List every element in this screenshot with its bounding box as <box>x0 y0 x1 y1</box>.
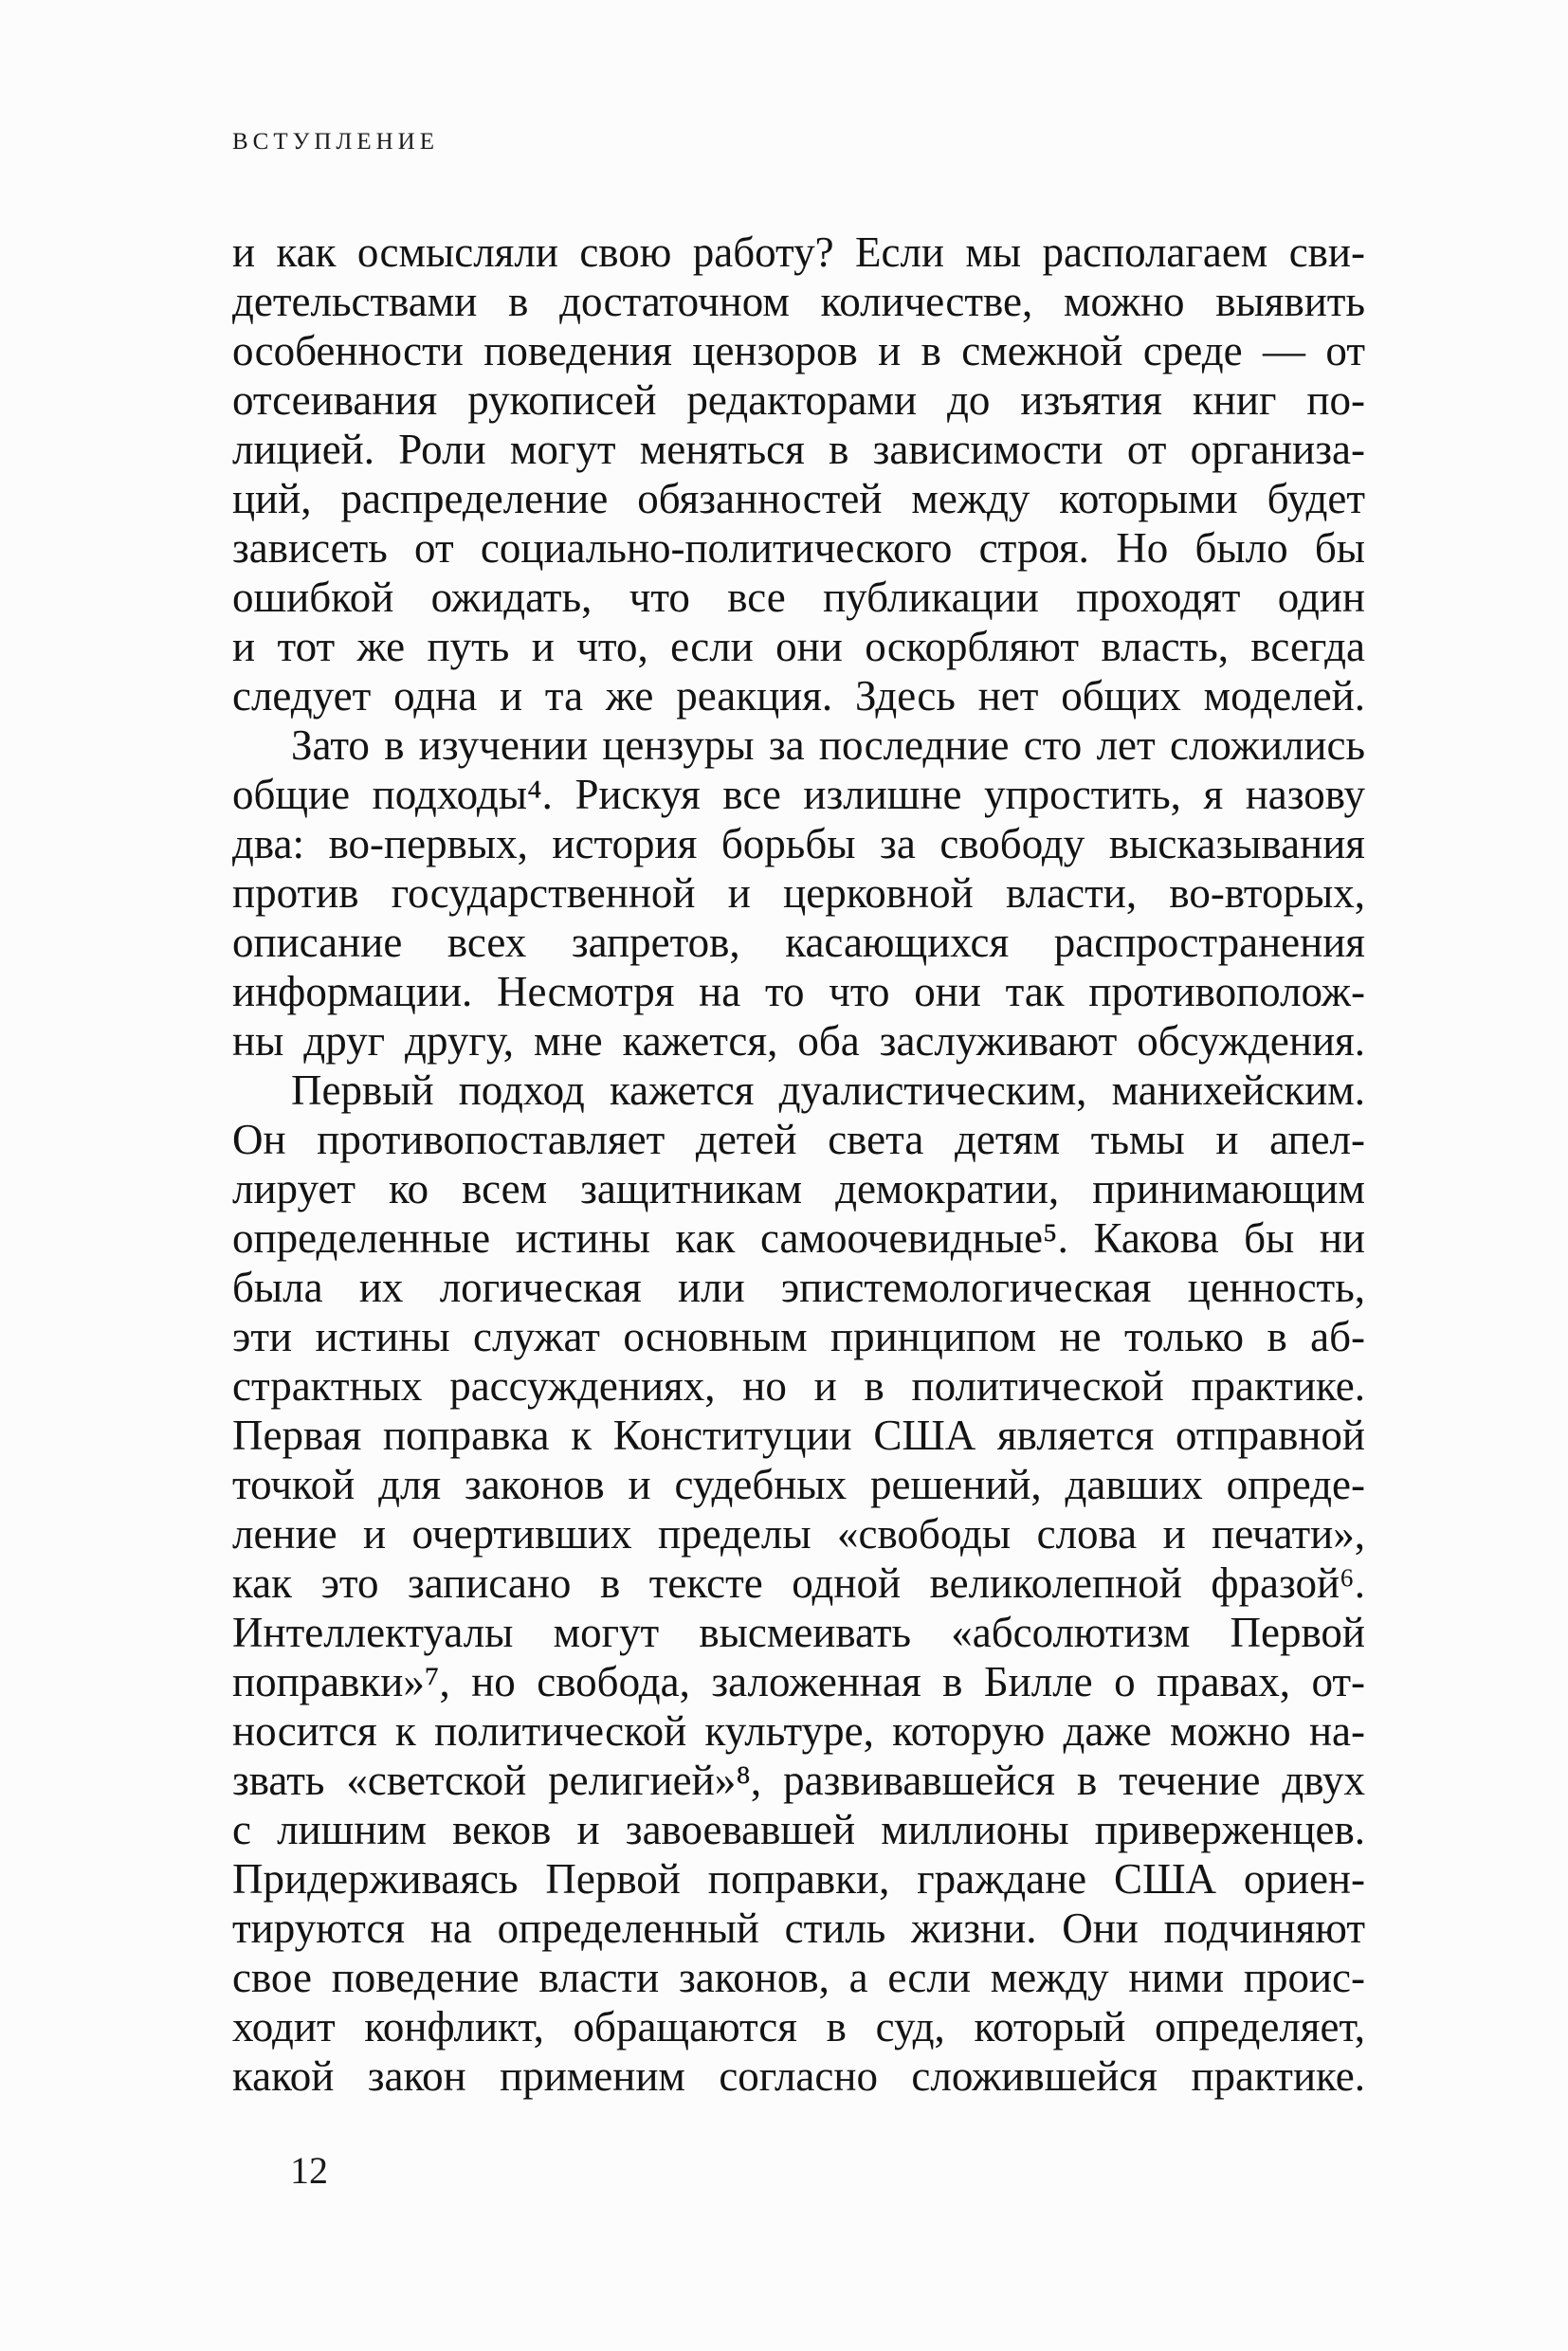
paragraph <box>232 228 1365 720</box>
text-line: ошибкой ожидать, что все публикации проходят один <box>232 574 1365 621</box>
text-line: точкой для законов и судебных решений, давших опреде- <box>232 1461 1365 1508</box>
text-line: ление и очертивших пределы «свободы слова и печати», <box>232 1510 1365 1558</box>
text-line: с лишним веков и завоевавшей миллионы приверженцев. <box>232 1806 1365 1853</box>
paragraph <box>232 1066 1365 2101</box>
text-line: лирует ко всем защитникам демократии, принимающим <box>232 1165 1365 1212</box>
text-line: Интеллектуалы могут высмеивать «абсолютизм Первой <box>232 1609 1365 1656</box>
text-line: звать «светской религией»⁸, развивавшейся в течение двух <box>232 1757 1365 1804</box>
text-line: и как осмысляли свою работу? Если мы располагаем сви- <box>232 228 1365 276</box>
text-line: страктных рассуждениях, но и в политической практике. <box>232 1362 1365 1410</box>
text-line: ны друг другу, мне кажется, оба заслуживают обсуждения. <box>232 1017 1365 1065</box>
text-line: определенные истины как самоочевидные⁵. Какова бы ни <box>232 1214 1365 1262</box>
text-line: особенности поведения цензоров и в смежной среде — от <box>232 327 1365 374</box>
text-line: какой закон применим согласно сложившейся практике. <box>232 2052 1365 2100</box>
body-text <box>232 228 1365 2101</box>
text-line: отсеивания рукописей редакторами до изъятия книг по- <box>232 376 1365 424</box>
text-line: Придерживаясь Первой поправки, граждане США ориен- <box>232 1855 1365 1903</box>
text-line: описание всех запретов, касающихся распространения <box>232 919 1365 966</box>
text-line: два: во-первых, история борьбы за свободу высказывания <box>232 820 1365 867</box>
text-line: и тот же путь и что, если они оскорбляют власть, всегда <box>232 623 1365 670</box>
text-line: следует одна и та же реакция. Здесь нет общих моделей. <box>232 672 1365 720</box>
text-line: ций, распределение обязанностей между которыми будет <box>232 475 1365 522</box>
text-line: Он противопоставляет детей света детям тьмы и апел- <box>232 1116 1365 1163</box>
text-line: эти истины служат основным принципом не только в аб- <box>232 1313 1365 1360</box>
text-line: Зато в изучении цензуры за последние сто лет сложились <box>291 721 1365 769</box>
text-line: зависеть от социально-политического строя. Но было бы <box>232 524 1365 572</box>
text-line: как это записано в тексте одной великолепной фразой⁶. <box>232 1559 1365 1607</box>
page-number: 12 <box>290 2149 328 2192</box>
text-line: детельствами в достаточном количестве, можно выявить <box>232 278 1365 325</box>
text-line: тируются на определенный стиль жизни. Они подчиняют <box>232 1904 1365 1952</box>
text-line: общие подходы⁴. Рискуя все излишне упростить, я назову <box>232 771 1365 818</box>
text-line: поправки»⁷, но свобода, заложенная в Билле о правах, от- <box>232 1658 1365 1705</box>
paragraph <box>232 720 1365 1066</box>
text-line: была их логическая или эпистемологическая ценность, <box>232 1264 1365 1311</box>
text-line: свое поведение власти законов, а если между ними проис- <box>232 1954 1365 2001</box>
text-line: носится к политической культуре, которую даже можно на- <box>232 1707 1365 1755</box>
running-header: ВСТУПЛЕНИЕ <box>232 129 439 155</box>
text-line: ходит конфликт, обращаются в суд, который определяет, <box>232 2003 1365 2050</box>
text-line: информации. Несмотря на то что они так противополож- <box>232 968 1365 1015</box>
text-line: лицией. Роли могут меняться в зависимости от организа- <box>232 426 1365 473</box>
text-line: Первый подход кажется дуалистическим, манихейским. <box>291 1066 1365 1114</box>
text-line: Первая поправка к Конституции США является отправной <box>232 1412 1365 1459</box>
text-line: против государственной и церковной власти, во-вторых, <box>232 869 1365 917</box>
